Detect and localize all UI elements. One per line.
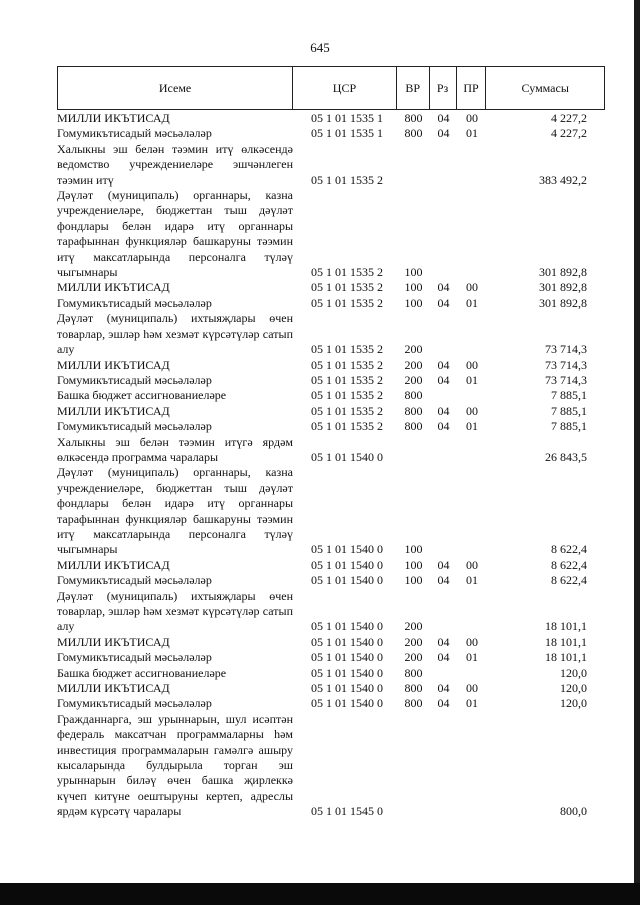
cell-rz: 04: [437, 634, 450, 649]
table-row: [0, 142, 640, 188]
cell-pr: 01: [466, 696, 478, 711]
cell-rz: 04: [437, 419, 450, 434]
table-row: [0, 188, 640, 280]
cell-sum: 18 101,1: [545, 650, 587, 665]
column-header-vr: ВР: [397, 67, 430, 109]
cell-rz: 04: [437, 681, 450, 696]
cell-sum: 120,0: [560, 696, 587, 711]
table-row: [0, 558, 640, 573]
table-row: [0, 465, 640, 557]
cell-sum: 301 892,8: [539, 295, 587, 310]
cell-csr: 05 1 01 1540 0: [311, 650, 383, 665]
table-row: [0, 280, 640, 295]
cell-name: Гомумикътисадый мәсьәләләр: [57, 372, 212, 387]
column-header-rz: Рз: [430, 67, 457, 109]
cell-name: Башка бюджет ассигнованиеләре: [57, 388, 227, 403]
table-row: [0, 388, 640, 403]
cell-vr: 800: [404, 126, 423, 141]
cell-pr: 01: [466, 419, 478, 434]
scan-bottom-bar: [0, 883, 640, 905]
cell-csr: 05 1 01 1540 0: [311, 619, 383, 634]
cell-csr: 05 1 01 1535 1: [311, 111, 383, 125]
cell-name: Дәүләт (муниципаль) органнары, казна учреждениеләре, бюджеттан тыш дәүләт фондлары белән идарә итү органнары тарафыннан функцияләр башкаруны тәэмин итү максатларында персоналга түләү чыгымнары: [57, 465, 293, 557]
cell-name: Башка бюджет ассигнованиеләре: [57, 665, 227, 680]
cell-name: МИЛЛИ ИКЪТИСАД: [57, 681, 170, 696]
cell-sum: 8 622,4: [551, 542, 587, 557]
cell-vr: 800: [404, 665, 423, 680]
cell-vr: 200: [404, 372, 423, 387]
table-row: [0, 296, 640, 311]
column-header-sum: Суммасы: [521, 80, 569, 95]
cell-name: МИЛЛИ ИКЪТИСАД: [57, 557, 170, 572]
cell-csr: 05 1 01 1540 0: [311, 634, 383, 649]
cell-vr: 100: [404, 557, 423, 572]
cell-pr: 01: [466, 650, 478, 665]
cell-vr: 100: [404, 280, 423, 295]
cell-name: Гомумикътисадый мәсьәләләр: [57, 126, 212, 141]
cell-csr: 05 1 01 1535 1: [311, 126, 383, 141]
cell-vr: 200: [404, 619, 423, 634]
cell-rz: 04: [437, 573, 450, 588]
cell-sum: 73 714,3: [545, 372, 587, 387]
cell-sum: 120,0: [560, 681, 587, 696]
table-row: [0, 696, 640, 711]
cell-vr: 200: [404, 342, 423, 357]
cell-vr: 200: [404, 634, 423, 649]
table-row: [0, 635, 640, 650]
cell-sum: 301 892,8: [539, 265, 587, 280]
cell-csr: 05 1 01 1540 0: [311, 542, 383, 557]
cell-rz: 04: [437, 650, 450, 665]
cell-name: Гражданнарга, эш урыннарын, шул исәптән федераль максатчан программаларны һәм инвестиция программаларын гамәлгә ашыру кысаларында булдырыла торган эш урыннарын биләү өчен башка җирлеккә күчеп китүне оештыруны кертеп, адреслы ярдәм күрсәтү чаралары: [57, 711, 293, 819]
cell-sum: 8 622,4: [551, 557, 587, 572]
cell-sum: 383 492,2: [539, 172, 587, 187]
table-row: [0, 358, 640, 373]
cell-name: Гомумикътисадый мәсьәләләр: [57, 295, 212, 310]
cell-name: Гомумикътисадый мәсьәләләр: [57, 573, 212, 588]
table-row: [0, 373, 640, 388]
table-row: [0, 681, 640, 696]
cell-pr: 01: [466, 372, 478, 387]
cell-csr: 05 1 01 1535 2: [311, 388, 383, 403]
cell-rz: 04: [437, 295, 450, 310]
table-row: [0, 573, 640, 588]
cell-name: МИЛЛИ ИКЪТИСАД: [57, 280, 170, 295]
cell-pr: 00: [466, 634, 478, 649]
cell-pr: 01: [466, 126, 478, 141]
cell-vr: 100: [404, 295, 423, 310]
cell-vr: 100: [404, 542, 423, 557]
cell-sum: 301 892,8: [539, 280, 587, 295]
cell-name: МИЛЛИ ИКЪТИСАД: [57, 357, 170, 372]
cell-vr: 800: [404, 403, 423, 418]
cell-sum: 26 843,5: [545, 449, 587, 464]
cell-vr: 800: [404, 696, 423, 711]
cell-csr: 05 1 01 1540 0: [311, 557, 383, 572]
cell-pr: 00: [466, 403, 478, 418]
cell-pr: 00: [466, 357, 478, 372]
cell-vr: 100: [404, 573, 423, 588]
cell-name: МИЛЛИ ИКЪТИСАД: [57, 403, 170, 418]
table-body: [0, 111, 640, 820]
cell-pr: 00: [466, 280, 478, 295]
cell-sum: 7 885,1: [551, 388, 587, 403]
cell-rz: 04: [437, 280, 450, 295]
cell-sum: 18 101,1: [545, 619, 587, 634]
cell-rz: 04: [437, 403, 450, 418]
column-header-pr: ПР: [457, 67, 487, 109]
table-row: [0, 419, 640, 434]
cell-name: Халыкны эш белән тәэмин итү өлкәсендә ведомство учреждениеләре эшчәнлеген тәэмин итү: [57, 141, 293, 187]
cell-vr: 800: [404, 681, 423, 696]
cell-sum: 800,0: [560, 804, 587, 819]
page-number: 645: [310, 40, 330, 55]
cell-csr: 05 1 01 1535 2: [311, 265, 383, 280]
cell-sum: 18 101,1: [545, 634, 587, 649]
table-row: [0, 712, 640, 820]
cell-name: Дәүләт (муниципаль) органнары, казна учреждениеләре, бюджеттан тыш дәүләт фондлары белән идарә итү органнары тарафыннан функцияләр башкаруны тәэмин итү максатларында персоналга түләү чыгымнары: [57, 188, 293, 280]
cell-csr: 05 1 01 1535 2: [311, 295, 383, 310]
scan-edge: [634, 0, 640, 905]
cell-pr: 01: [466, 573, 478, 588]
cell-csr: 05 1 01 1540 0: [311, 449, 383, 464]
cell-name: Гомумикътисадый мәсьәләләр: [57, 419, 212, 434]
table-row: [0, 126, 640, 141]
cell-name: Дәүләт (муниципаль) ихтыяҗлары өчен товарлар, эшләр һәм хезмәт күрсәтүләр сатып алу: [57, 588, 293, 634]
cell-vr: 800: [404, 111, 423, 125]
cell-name: Дәүләт (муниципаль) ихтыяҗлары өчен товарлар, эшләр һәм хезмәт күрсәтүләр сатып алу: [57, 311, 293, 357]
cell-vr: 200: [404, 650, 423, 665]
cell-rz: 04: [437, 557, 450, 572]
cell-csr: 05 1 01 1535 2: [311, 403, 383, 418]
cell-sum: 4 227,2: [551, 111, 587, 125]
cell-vr: 200: [404, 357, 423, 372]
cell-name: МИЛЛИ ИКЪТИСАД: [57, 634, 170, 649]
cell-rz: 04: [437, 126, 450, 141]
table-row: [0, 650, 640, 665]
cell-rz: 04: [437, 696, 450, 711]
cell-csr: 05 1 01 1535 2: [311, 357, 383, 372]
column-header-csr: ЦСР: [293, 67, 397, 109]
cell-sum: 120,0: [560, 665, 587, 680]
cell-csr: 05 1 01 1535 2: [311, 280, 383, 295]
cell-vr: 800: [404, 388, 423, 403]
cell-csr: 05 1 01 1535 2: [311, 172, 383, 187]
cell-csr: 05 1 01 1540 0: [311, 681, 383, 696]
cell-csr: 05 1 01 1535 2: [311, 419, 383, 434]
cell-csr: 05 1 01 1540 0: [311, 665, 383, 680]
cell-pr: 01: [466, 295, 478, 310]
table-row: [0, 311, 640, 357]
cell-vr: 800: [404, 419, 423, 434]
cell-sum: 73 714,3: [545, 342, 587, 357]
cell-name: МИЛЛИ ИКЪТИСАД: [57, 111, 170, 125]
cell-rz: 04: [437, 357, 450, 372]
cell-csr: 05 1 01 1540 0: [311, 696, 383, 711]
table-header: [57, 66, 605, 110]
cell-rz: 04: [437, 372, 450, 387]
cell-sum: 7 885,1: [551, 403, 587, 418]
cell-vr: 100: [404, 265, 423, 280]
table-row: [0, 435, 640, 466]
table-row: [0, 111, 640, 126]
cell-pr: 00: [466, 111, 478, 125]
cell-csr: 05 1 01 1540 0: [311, 573, 383, 588]
cell-name: Халыкны эш белән тәэмин итүгә ярдәм өлкәсендә программа чаралары: [57, 434, 293, 464]
cell-name: Гомумикътисадый мәсьәләләр: [57, 696, 212, 711]
cell-name: Гомумикътисадый мәсьәләләр: [57, 650, 212, 665]
table-row: [0, 404, 640, 419]
column-header-name: Исеме: [58, 67, 293, 109]
table-row: [0, 666, 640, 681]
cell-pr: 00: [466, 557, 478, 572]
cell-pr: 00: [466, 681, 478, 696]
cell-sum: 7 885,1: [551, 419, 587, 434]
cell-sum: 4 227,2: [551, 126, 587, 141]
cell-csr: 05 1 01 1545 0: [311, 804, 383, 819]
cell-csr: 05 1 01 1535 2: [311, 342, 383, 357]
cell-sum: 73 714,3: [545, 357, 587, 372]
cell-csr: 05 1 01 1535 2: [311, 372, 383, 387]
table-row: [0, 589, 640, 635]
cell-rz: 04: [437, 111, 450, 125]
cell-sum: 8 622,4: [551, 573, 587, 588]
